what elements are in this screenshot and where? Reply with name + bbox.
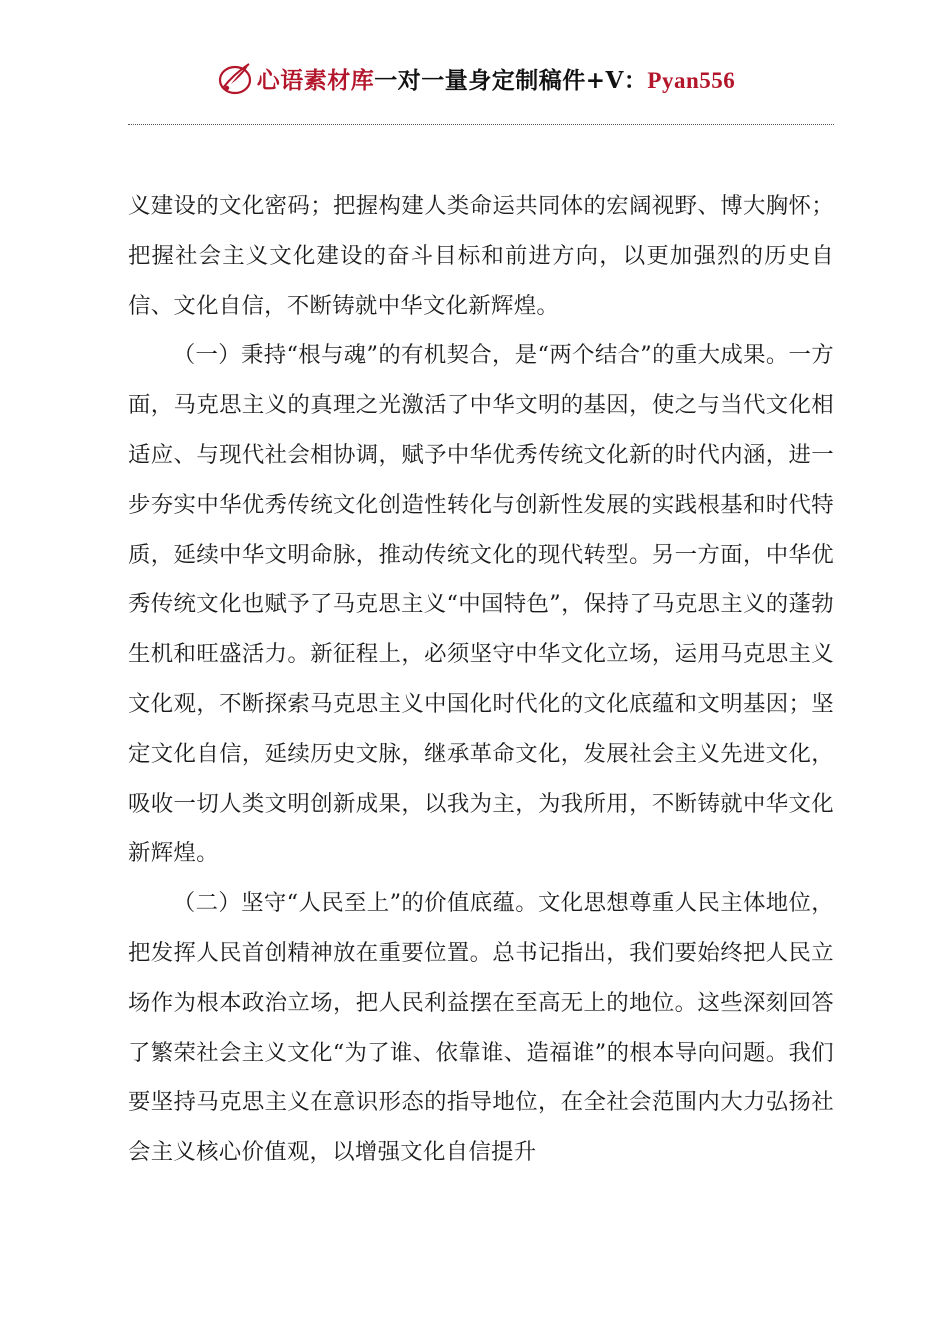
document-body — [128, 182, 834, 1178]
contact-id: Pyan556 — [647, 67, 736, 93]
header-divider — [128, 124, 834, 125]
paragraph-section-one: （一）秉持“根与魂”的有机契合，是“两个结合”的重大成果。一方面，马克思主义的真理之光激活了中华文明的基因，使之与当代文化相适应、与现代社会相协调，赋予中华优秀传统文化新的时代内涵，进一步夯实中华优秀传统文化创造性转化与创新性发展的实践根基和时代特质，延续中华文明命脉，推动传统文化的现代转型。另一方面，中华优秀传统文化也赋予了马克思主义“中国特色”，保持了马克思主义的蓬勃生机和旺盛活力。新征程上，必须坚守中华文化立场，运用马克思主义文化观，不断探索马克思主义中国化时代化的文化底蕴和文明基因；坚定文化自信，延续历史文脉，继承革命文化，发展社会主义先进文化，吸收一切人类文明创新成果，以我为主，为我所用，不断铸就中华文化新辉煌。 — [128, 342, 834, 867]
header-title — [257, 62, 735, 95]
quill-logo-icon — [215, 58, 255, 98]
paragraph-section-two: （二）坚守“人民至上”的价值底蕴。文化思想尊重人民主体地位，把发挥人民首创精神放在重要位置。总书记指出，我们要始终把人民立场作为根本政治立场，把人民利益摆在至高无上的地位。这些深刻回答了繁荣社会主义文化“为了谁、依靠谁、造福谁”的根本导向问题。我们要坚持马克思主义在意识形态的指导地位，在全社会范围内大力弘扬社会主义核心价值观，以增强文化自信提升 — [128, 890, 834, 1166]
paragraph-continued: 义建设的文化密码；把握构建人类命运共同体的宏阔视野、博大胸怀；把握社会主义文化建设的奋斗目标和前进方向，以更加强烈的历史自信、文化自信，不断铸就中华文化新辉煌。 — [128, 193, 834, 319]
brand-name: 心语素材库 — [256, 66, 375, 94]
page-header — [0, 58, 950, 102]
header-slogan: 一对一量身定制稿件+V： — [374, 66, 648, 94]
